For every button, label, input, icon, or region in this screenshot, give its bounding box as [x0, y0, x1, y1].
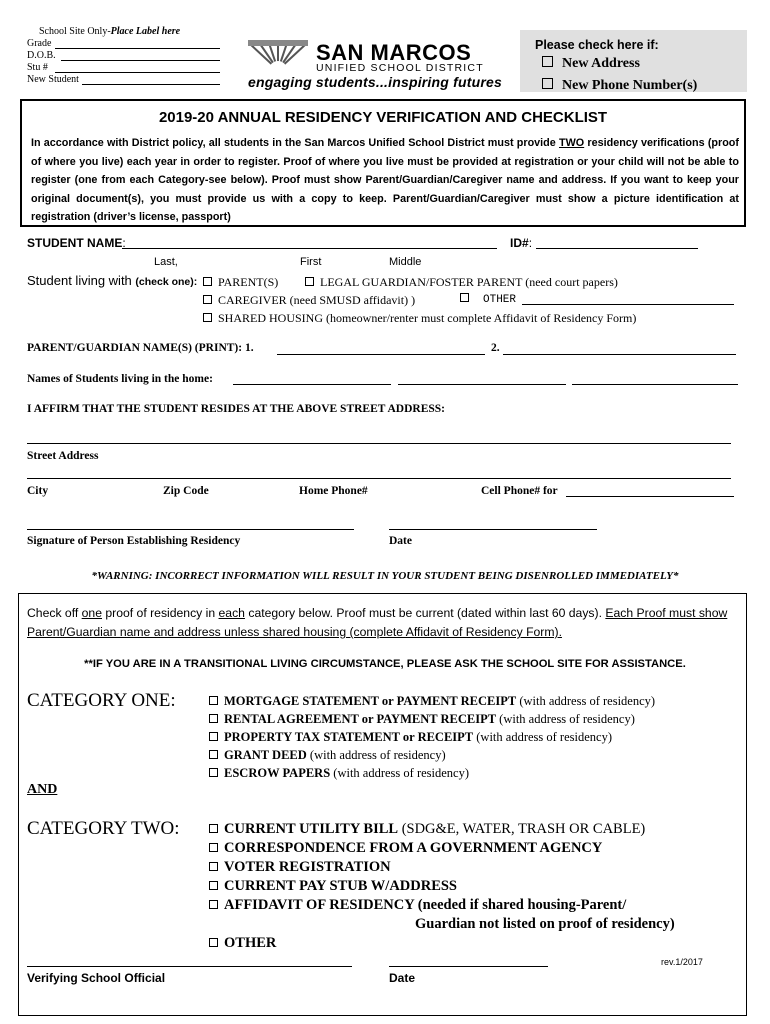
checkbox[interactable]: [209, 900, 218, 909]
option-other[interactable]: OTHER: [460, 293, 516, 306]
signature-field[interactable]: [27, 529, 354, 530]
verifying-date-field[interactable]: [389, 966, 548, 967]
cell-phone-field[interactable]: [566, 496, 734, 497]
checkbox[interactable]: [209, 843, 218, 852]
checkbox[interactable]: [209, 732, 218, 741]
cat1-rental-option[interactable]: RENTAL AGREEMENT or PAYMENT RECEIPT (with address of residency): [209, 712, 635, 727]
affidavit-continuation: Guardian not listed on proof of residency): [415, 916, 675, 932]
cat1-grant-deed-option[interactable]: GRANT DEED (with address of residency): [209, 748, 446, 763]
parent-name-1-field[interactable]: [277, 354, 485, 355]
names-in-home-label: Names of Students living in the home:: [27, 373, 213, 385]
signature-date-label: Date: [389, 535, 412, 547]
district-logo: [248, 40, 506, 96]
city-line-field[interactable]: [27, 478, 731, 479]
title-box: [20, 99, 746, 227]
cat1-property-tax-option[interactable]: PROPERTY TAX STATEMENT or RECEIPT (with address of residency): [209, 730, 612, 745]
cat2-utility-option[interactable]: CURRENT UTILITY BILL (SDG&E, WATER, TRASH OR CABLE): [209, 821, 645, 838]
checkbox[interactable]: [209, 768, 218, 777]
checkbox[interactable]: [460, 293, 469, 302]
parent-2-label: 2.: [491, 342, 500, 354]
student-name-field[interactable]: [122, 248, 497, 249]
new-phone-option[interactable]: New Phone Number(s): [542, 78, 697, 92]
street-address-label: Street Address: [27, 450, 99, 462]
stu-label: Stu #: [27, 62, 48, 73]
signature-date-field[interactable]: [389, 529, 597, 530]
category-one-label: CATEGORY ONE:: [27, 690, 176, 711]
cat2-pay-stub-option[interactable]: CURRENT PAY STUB W/ADDRESS: [209, 878, 457, 895]
check-panel-title: Please check here if:: [535, 38, 659, 52]
living-with-label: Student living with (check one):: [27, 273, 198, 288]
city-label: City: [27, 485, 49, 497]
checkbox[interactable]: [209, 750, 218, 759]
logo-tagline: engaging students...inspiring futures: [248, 74, 502, 90]
checkoff-instructions: Check off one proof of residency in each category below. Proof must be current (dated within last 60 days). Each Proof must show Parent/Guardian name and address unless shared housing (complete Affidavit of Residency Form).: [27, 606, 728, 639]
last-sublabel: Last,: [154, 256, 178, 268]
form-title: 2019-20 ANNUAL RESIDENCY VERIFICATION AND CHECKLIST: [158, 109, 608, 126]
change-check-panel: [520, 30, 747, 92]
cat2-affidavit-option[interactable]: AFFIDAVIT OF RESIDENCY (needed if shared housing-Parent/: [209, 897, 626, 914]
option-shared-housing[interactable]: SHARED HOUSING (homeowner/renter must complete Affidavit of Residency Form): [203, 311, 636, 326]
option-caregiver[interactable]: CAREGIVER (need SMUSD affidavit) ): [203, 293, 415, 308]
parent-name-2-field[interactable]: [503, 354, 736, 355]
cat2-voter-option[interactable]: VOTER REGISTRATION: [209, 859, 391, 876]
checkbox[interactable]: [209, 881, 218, 890]
id-field[interactable]: [536, 248, 698, 249]
option-parents[interactable]: PARENT(S): [203, 275, 278, 290]
checkbox[interactable]: [209, 938, 218, 947]
option-legal-guardian[interactable]: LEGAL GUARDIAN/FOSTER PARENT (need court papers): [305, 275, 618, 290]
first-sublabel: First: [300, 256, 322, 268]
middle-sublabel: Middle: [389, 256, 422, 268]
label-title: School Site Only-Place Label here: [39, 26, 181, 37]
other-field[interactable]: [522, 304, 734, 305]
new-address-option[interactable]: New Address: [542, 56, 640, 72]
checkbox[interactable]: [203, 295, 212, 304]
cat1-escrow-option[interactable]: ESCROW PAPERS (with address of residency): [209, 766, 469, 781]
checkbox[interactable]: [203, 277, 212, 286]
student-name-field-2[interactable]: [398, 384, 566, 385]
warning-text: *WARNING: INCORRECT INFORMATION WILL RESULT IN YOUR STUDENT BEING DISENROLLED IMMEDIATELY*: [91, 570, 679, 582]
home-phone-label: Home Phone#: [299, 485, 368, 497]
category-two-label: CATEGORY TWO:: [27, 818, 180, 839]
zip-label: Zip Code: [163, 485, 209, 497]
new-student-label: New Student: [27, 74, 79, 85]
proof-checklist-box: [18, 593, 747, 1016]
checkbox[interactable]: [203, 313, 212, 322]
logo-name: SAN MARCOS: [316, 40, 472, 65]
checkbox[interactable]: [209, 714, 218, 723]
verifying-official-field[interactable]: [27, 966, 352, 967]
verifying-date-label: Date: [389, 971, 416, 985]
intro-paragraph: In accordance with District policy, all students in the San Marcos Unified School District must provide TWO residency verifications (proof of where you live) each year in order to register. Proof of where you live must be provided at registration or your child will not be able to register (one from each Category-see below). Proof must show Parent/Guardian/Caregiver name and address. If you want to keep your original document(s), you must provide us with a copy to keep. Parent/Guardian/Caregiver must show a picture identification at registration (driver’s license, passport): [31, 137, 739, 223]
signature-label: Signature of Person Establishing Residency: [27, 535, 241, 547]
verifying-official-label: Verifying School Official: [27, 971, 166, 985]
street-address-field[interactable]: [27, 443, 731, 444]
checkbox[interactable]: [209, 862, 218, 871]
affirm-statement: I AFFIRM THAT THE STUDENT RESIDES AT THE ABOVE STREET ADDRESS:: [27, 403, 445, 415]
and-label: AND: [27, 782, 58, 797]
checkbox[interactable]: [542, 56, 553, 67]
checkbox[interactable]: [209, 824, 218, 833]
cell-phone-label: Cell Phone# for: [481, 485, 558, 497]
checkbox[interactable]: [305, 277, 314, 286]
logo-subtitle: UNIFIED SCHOOL DISTRICT: [316, 62, 484, 74]
checkbox[interactable]: [542, 78, 553, 89]
parent-names-label: PARENT/GUARDIAN NAME(S) (PRINT): 1.: [27, 342, 254, 354]
checkbox[interactable]: [209, 696, 218, 705]
student-name-label: STUDENT NAME:: [27, 236, 126, 250]
cat2-government-option[interactable]: CORRESPONDENCE FROM A GOVERNMENT AGENCY: [209, 840, 602, 857]
id-label: ID#:: [510, 236, 533, 250]
school-label-block: [27, 26, 181, 86]
cat2-other-option[interactable]: OTHER: [209, 935, 276, 952]
grade-label: Grade: [27, 38, 52, 49]
sunburst-logo-icon: [248, 40, 308, 70]
transitional-note: **IF YOU ARE IN A TRANSITIONAL LIVING CIRCUMSTANCE, PLEASE ASK THE SCHOOL SITE FOR ASSISTANCE.: [84, 658, 686, 670]
dob-label: D.O.B.: [27, 50, 56, 61]
cat1-mortgage-option[interactable]: MORTGAGE STATEMENT or PAYMENT RECEIPT (with address of residency): [209, 694, 655, 709]
student-name-field-3[interactable]: [572, 384, 738, 385]
revision-label: rev.1/2017: [661, 957, 703, 967]
student-name-field-1[interactable]: [233, 384, 391, 385]
